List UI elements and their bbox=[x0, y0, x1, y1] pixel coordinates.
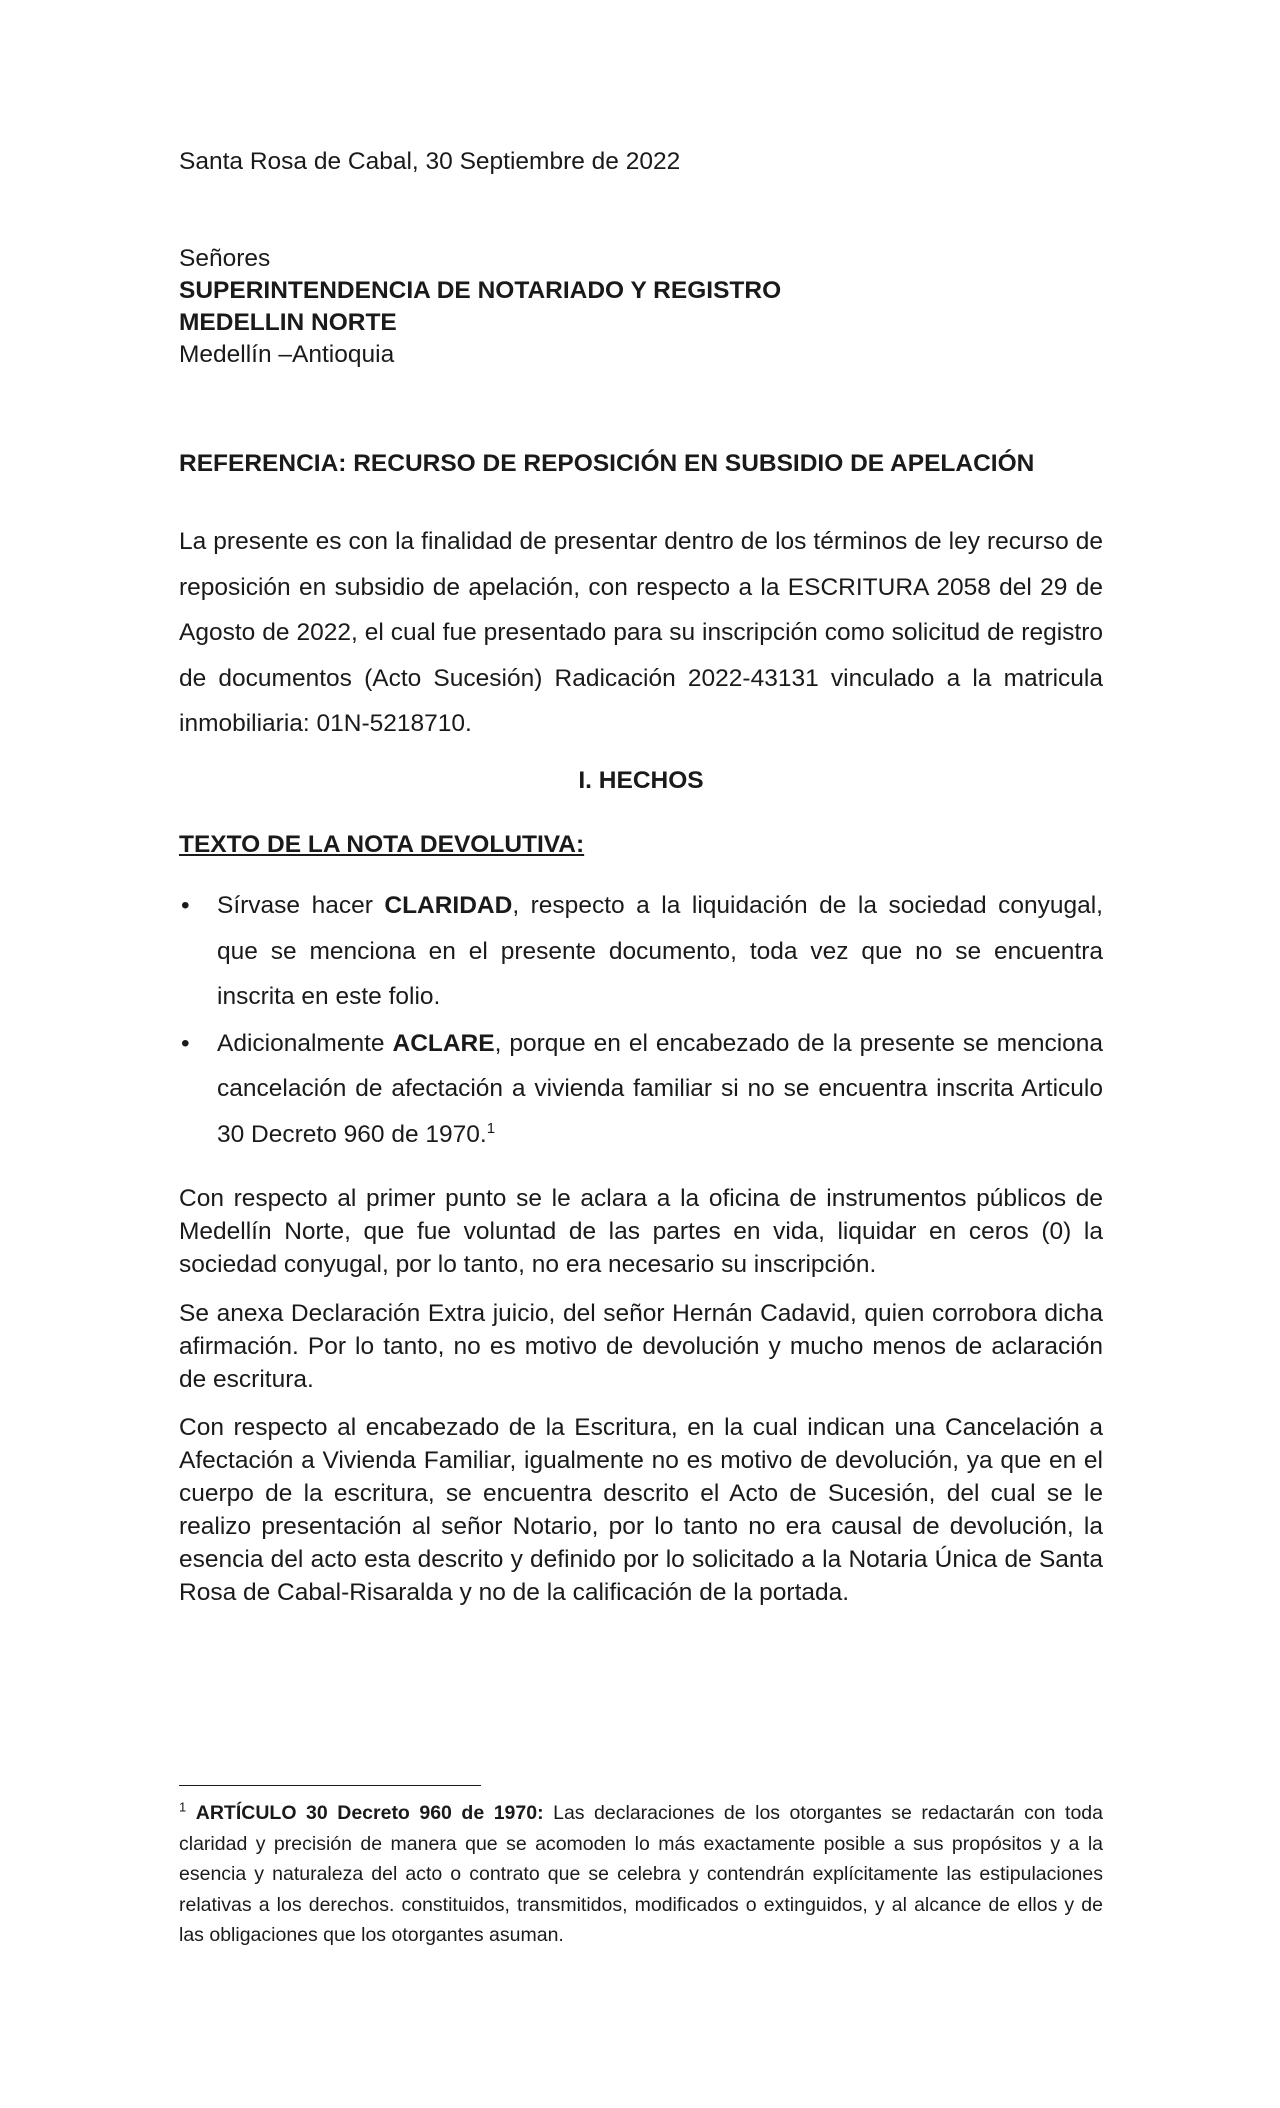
nota-devolutiva-title: TEXTO DE LA NOTA DEVOLUTIVA: bbox=[179, 831, 585, 858]
addressee-block bbox=[179, 243, 1103, 371]
bullet-text: , porque en el encabezado de la presente se menciona cancelación de afectación a vivienda familiar si no se encuentra inscrita Articulo 30 Decreto 960 de 1970. bbox=[217, 1029, 1104, 1148]
reference-line: REFERENCIA: RECURSO DE REPOSICIÓN EN SUBSIDIO DE APELACIÓN bbox=[179, 450, 1035, 477]
bullet-text: , respecto a la liquidación de la sociedad conyugal, que se menciona en el presente documento, toda vez que no se encuentra inscrita en este folio. bbox=[217, 892, 1103, 1010]
addressee-office: MEDELLIN NORTE bbox=[179, 309, 397, 336]
section-title-hechos: I. HECHOS bbox=[578, 767, 704, 794]
footnote-heading: ARTÍCULO 30 Decreto 960 de 1970: bbox=[195, 1802, 544, 1824]
nota-devolutiva-list bbox=[179, 883, 1103, 1158]
intro-paragraph: La presente es con la finalidad de presentar dentro de los términos de ley recurso de reposición en subsidio de apelación, con respecto a la ESCRITURA 2058 del 29 de Agosto de 2022, el cual fue presentado para su inscripción como solicitud de registro de documentos (Acto Sucesión) Radicación 2022-43131 vinculado a la matricula inmobiliaria: 01N-5218710. bbox=[179, 528, 1103, 737]
footnote bbox=[179, 1798, 1103, 1951]
place-date: Santa Rosa de Cabal, 30 Septiembre de 2022 bbox=[179, 148, 681, 175]
list-item bbox=[179, 1021, 1103, 1158]
list-item bbox=[179, 883, 1103, 1020]
addressee-city: Medellín –Antioquia bbox=[179, 341, 395, 368]
bullet-lead: Adicionalmente bbox=[217, 1029, 393, 1057]
footnote-reference: 1 bbox=[486, 1119, 496, 1137]
bullet-icon: • bbox=[181, 892, 190, 919]
bullet-lead: Sírvase hacer bbox=[217, 892, 385, 919]
footnote-text: Las declaraciones de los otorgantes se redactarán con toda claridad y precisión de manera que se acomoden lo más exactamente posible a sus propósitos y a la esencia y naturaleza del acto o contrato que se celebra y contendrán explícitamente las estipulaciones relativas a los derechos. constituidos, transmitidos, modificados o extinguidos, y al alcance de ellos y de las obligaciones que los otorgantes asuman. bbox=[179, 1802, 1103, 1946]
addressee-entity: SUPERINTENDENCIA DE NOTARIADO Y REGISTRO bbox=[179, 277, 782, 304]
body-paragraph: Con respecto al encabezado de la Escritura, en la cual indican una Cancelación a Afectación a Vivienda Familiar, igualmente no es motivo de devolución, ya que en el cuerpo de la escritura, se encuentra descrito el Acto de Sucesión, del cual se le realizo presentación al señor Notario, por lo tanto no era causal de devolución, la esencia del acto esta descrito y definido por lo solicitado a la Notaria Única de Santa Rosa de Cabal-Risaralda y no de la calificación de la portada. bbox=[179, 1414, 1103, 1606]
footnote-separator bbox=[179, 1785, 481, 1786]
salutation: Señores bbox=[179, 245, 271, 272]
bullet-icon: • bbox=[181, 1029, 190, 1057]
body-paragraph: Se anexa Declaración Extra juicio, del señor Hernán Cadavid, quien corrobora dicha afirmación. Por lo tanto, no es motivo de devolución y mucho menos de aclaración de escritura. bbox=[179, 1300, 1103, 1393]
bullet-emphasis: CLARIDAD bbox=[384, 892, 513, 919]
body-paragraph: Con respecto al primer punto se le aclara a la oficina de instrumentos públicos de Medellín Norte, que fue voluntad de las partes en vida, liquidar en ceros (0) la sociedad conyugal, por lo tanto, no era necesario su inscripción. bbox=[179, 1185, 1103, 1278]
footnote-number: 1 bbox=[179, 1799, 187, 1815]
bullet-emphasis: ACLARE bbox=[392, 1029, 495, 1057]
